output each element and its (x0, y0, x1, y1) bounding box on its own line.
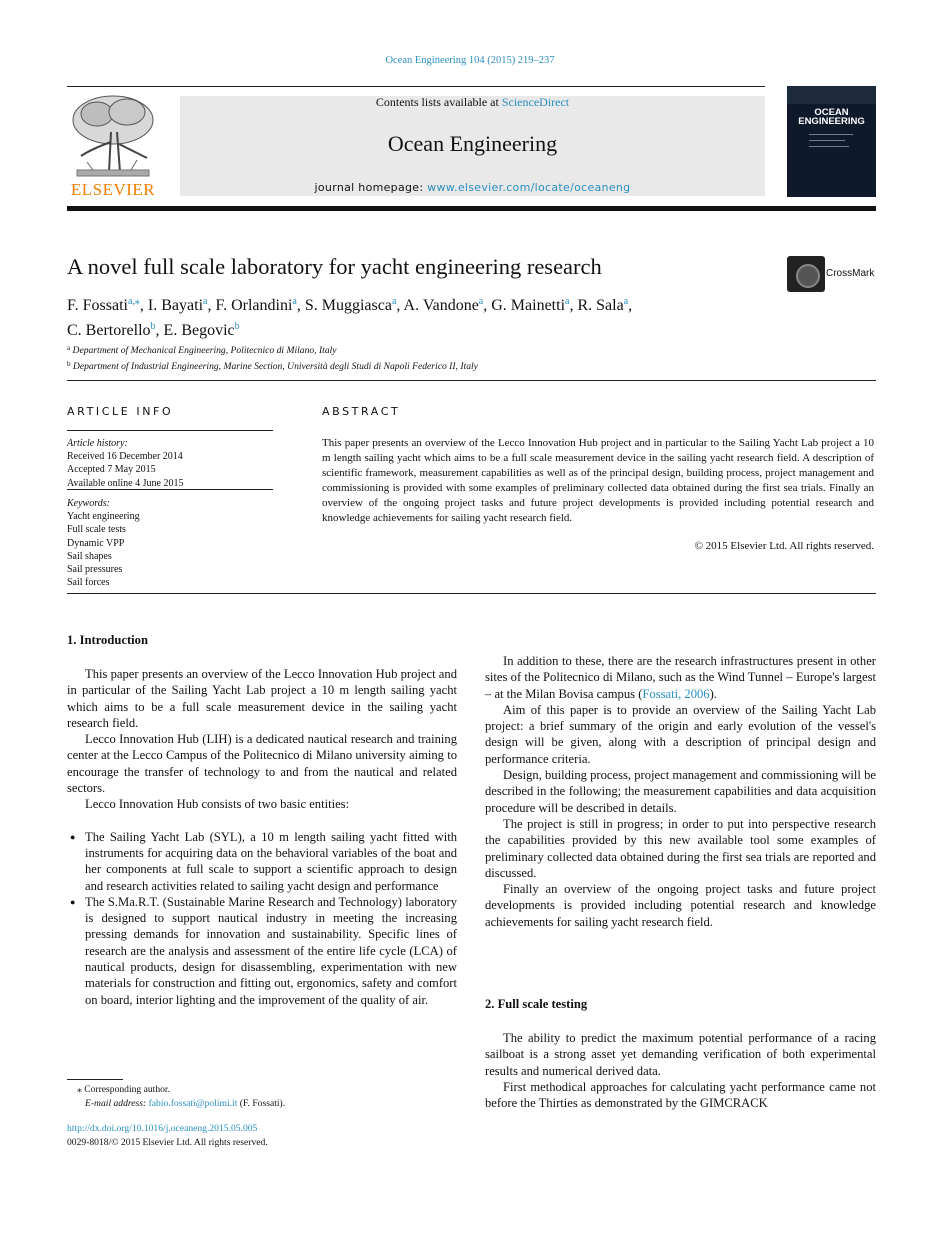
keyword: Sail shapes (67, 550, 112, 562)
keywords (67, 497, 140, 589)
email-link[interactable]: fabio.fossati@polimi.it (148, 1098, 238, 1109)
footer-identifiers (67, 1122, 268, 1150)
cover-top-band (787, 86, 876, 104)
entity-list (67, 829, 457, 1008)
header-rule (67, 86, 765, 87)
abstract-heading: ABSTRACT (322, 405, 401, 418)
crossmark-badge[interactable] (787, 256, 876, 292)
journal-name: Ocean Engineering (387, 131, 558, 156)
footnote-rule (67, 1079, 123, 1080)
author[interactable]: G. Mainetti$^a$ (491, 296, 570, 314)
journal-citation[interactable]: Ocean Engineering 104 (2015) 219–237 (385, 55, 555, 66)
paragraph: First methodical approaches for calculating yacht performance came not before the Thirties as demonstrated by the GIMCRACK (485, 1079, 876, 1111)
article-info-heading: ARTICLE INFO (67, 405, 174, 418)
header-thick-rule (67, 206, 876, 211)
paragraph: Finally an overview of the ongoing project tasks and future project developments is provided including potential research and knowledge achievements for sailing yacht research field. (485, 882, 876, 929)
corresponding-author-note: ⁎ Corresponding author. (77, 1084, 170, 1095)
author[interactable]: S. Muggiasca$^a$ (304, 296, 397, 314)
doi-link[interactable]: http://dx.doi.org/10.1016/j.oceaneng.2015.05.005 (67, 1123, 258, 1134)
paragraph: This paper presents an overview of the Lecco Innovation Hub project and in particular of the Sailing Yacht Lab project a 10 m length sailing yacht which aims to be a full scale measurement device in the sailing yacht research field. (67, 667, 457, 730)
cover-title (787, 108, 876, 126)
sciencedirect-link[interactable]: ScienceDirect (501, 95, 570, 109)
author[interactable]: F. Fossati$^{a,⁎}$ (67, 296, 140, 314)
paragraph: Lecco Innovation Hub (LIH) is a dedicated nautical research and training center at the Lecco Campus of the Politecnico di Milano university aiming to encourage the transfer of technology to and from the nautical and related sectors. (67, 732, 457, 796)
received-date: Received 16 December 2014 (67, 451, 183, 463)
author[interactable]: F. Orlandini$^a$ (215, 296, 297, 314)
affiliation: $^a$ Department of Mechanical Engineering, Politecnico di Milano, Italy (67, 344, 337, 356)
list-item: ● The S.Ma.R.T. (Sustainable Marine Research and Technology) laboratory is designed to support nautical industry in meeting the increasing pressing demands for innovation and sustainability. Specific lines of research are the analysis and assessment of the entire life cycle (LCA) of nautical products, design for disassembling, experimentation with new materials for construction and fitting out, ergonomics, safety and comfort on board, interior lighting and the improvement of the quality of air. (67, 894, 457, 1008)
paragraph: Aim of this paper is to provide an overview of the Sailing Yacht Lab project: a brief summary of the origin and early evolution of the vessel's design will be given, along with a description of principal design and performance criteria. (485, 702, 876, 766)
section-heading-full-scale-testing: 2. Full scale testing (485, 997, 588, 1011)
contents-prefix: Contents lists available at (375, 95, 502, 109)
paragraph: In addition to these, there are the research infrastructures present in other sites of the Politecnico di Milano, such as the Wind Tunnel – Europe's largest – at the Milan Bovisa campus (Fossati, 2006). (485, 654, 876, 701)
keywords-label: Keywords: (67, 498, 110, 509)
author[interactable]: R. Sala$^a$ (577, 296, 629, 314)
article-history (67, 437, 183, 490)
author[interactable]: C. Bertorello$^b$ (67, 321, 156, 339)
crossmark-label: CrossMark (826, 268, 875, 279)
paragraph: Lecco Innovation Hub consists of two basic entities: (85, 797, 350, 812)
crossmark-icon (787, 256, 825, 292)
cover-text-line (809, 146, 849, 147)
divider (67, 380, 876, 381)
divider (67, 593, 876, 594)
email-line: E-mail address: fabio.fossati@polimi.it (F. Fossati). (85, 1098, 286, 1109)
keyword: Dynamic VPP (67, 537, 125, 549)
article-info-rule (67, 430, 273, 431)
author[interactable]: I. Bayati$^a$ (147, 296, 208, 314)
article-info-rule (67, 489, 273, 490)
article-title: A novel full scale laboratory for yacht engineering research (67, 254, 602, 279)
cover-text-line (809, 140, 845, 141)
paragraph: Design, building process, project management and commissioning will be described in the following; the measurement capabilities and data acquisition procedure will be described in details. (485, 768, 876, 815)
paragraph: The project is still in progress; in order to put into perspective research the capabilities provided by this new available tool some examples of preliminary collected data obtained during the first sea trials are reported and discussed. (485, 816, 876, 880)
homepage-line (180, 181, 765, 194)
cover-title-line1: OCEAN (814, 107, 849, 118)
keyword: Full scale tests (67, 524, 126, 536)
journal-cover-thumbnail[interactable] (787, 86, 876, 197)
left-column (67, 666, 457, 1008)
footnotes (67, 1083, 285, 1111)
author-list: F. Fossati$^{a,⁎}$, I. Bayati$^a$, F. Orlandini$^a$, S. Muggiasca$^a$, A. Vandone$^a$, G. Mainetti$^a$, R. Sala$^a$, C. Bertorello$^b$, E. Begovic$^b$ (67, 296, 633, 339)
history-label: Article history: (67, 438, 128, 449)
section-heading-introduction: 1. Introduction (67, 633, 148, 647)
keyword: Sail pressures (67, 564, 123, 576)
affiliation: $^b$ Department of Industrial Engineering, Marine Section, Università degli Studi di Napoli Federico II, Italy (67, 359, 478, 372)
homepage-prefix: journal homepage: (314, 181, 428, 194)
online-date: Available online 4 June 2015 (67, 477, 184, 489)
contents-line (180, 95, 765, 110)
abstract-text: This paper presents an overview of the Lecco Innovation Hub project and in particular to the Sailing Yacht Lab project a 10 m length sailing yacht which aims to be a full scale measurement device in the sailing yacht research field. A description of scientific framework, measurement capabilities as well as of the principal design, building process, project management and commissioning is provided with some examples of preliminary collected data obtained during the first sea trials. Finally an overview of the ongoing project tasks and future project developments is provided including potential research and knowledge achievements for sailing yacht research field. (322, 437, 874, 524)
author[interactable]: E. Begovic$^b$ (163, 321, 240, 339)
affiliations (67, 342, 827, 373)
accepted-date: Accepted 7 May 2015 (67, 464, 156, 476)
issn-line: 0029-8018/© 2015 Elsevier Ltd. All rights reserved. (67, 1137, 268, 1148)
right-column-section2 (485, 1030, 876, 1111)
keyword: Yacht engineering (67, 511, 140, 523)
author[interactable]: A. Vandone$^a$ (403, 296, 484, 314)
list-item: ● The Sailing Yacht Lab (SYL), a 10 m length sailing yacht fitted with instruments for acquiring data on the behavioral variables of the boat and her components at full scale to support a scientific approach to design and research activities related to sailing yacht design and performance (67, 829, 457, 894)
elsevier-wordmark: ELSEVIER (70, 180, 156, 199)
cover-text-line (809, 134, 853, 135)
right-column (485, 653, 876, 930)
journal-homepage-link[interactable]: www.elsevier.com/locate/oceaneng (427, 181, 631, 194)
reference-link[interactable]: Fossati, 2006 (642, 686, 710, 701)
paragraph: The ability to predict the maximum potential performance of a racing sailboat is a strong asset yet demanding verification of both experimental results and numerical derived data. (485, 1031, 876, 1078)
keyword: Sail forces (67, 577, 110, 589)
cover-title-line2: ENGINEERING (798, 116, 865, 127)
abstract-copyright: © 2015 Elsevier Ltd. All rights reserved. (694, 540, 874, 552)
